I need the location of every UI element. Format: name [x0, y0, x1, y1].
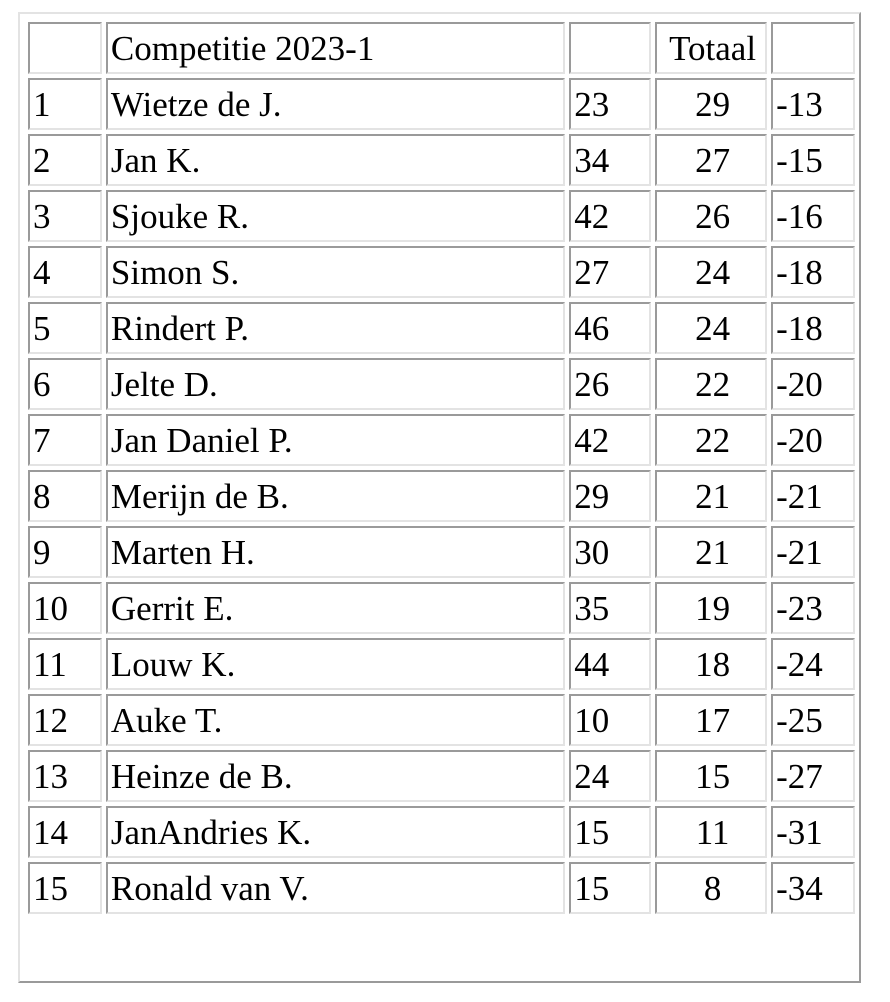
score-cell: 24 [569, 750, 651, 802]
rank-cell: 3 [28, 190, 102, 242]
rank-cell: 15 [28, 862, 102, 914]
player-name-cell: JanAndries K. [106, 806, 565, 858]
table-row [28, 526, 855, 578]
score-cell: 27 [569, 246, 651, 298]
difference-cell: -31 [771, 806, 855, 858]
total-cell: 21 [655, 470, 767, 522]
player-name-cell: Sjouke R. [106, 190, 565, 242]
table-row [28, 694, 855, 746]
total-cell: 11 [655, 806, 767, 858]
difference-cell: -18 [771, 302, 855, 354]
header-total-cell: Totaal [655, 22, 767, 74]
difference-cell: -24 [771, 638, 855, 690]
total-cell: 24 [655, 246, 767, 298]
standings-table [24, 18, 859, 918]
table-row [28, 358, 855, 410]
standings-table-frame [18, 12, 861, 983]
difference-cell: -21 [771, 526, 855, 578]
total-cell: 15 [655, 750, 767, 802]
rank-cell: 14 [28, 806, 102, 858]
table-row [28, 302, 855, 354]
difference-cell: -20 [771, 414, 855, 466]
table-row [28, 470, 855, 522]
difference-cell: -16 [771, 190, 855, 242]
header-row [28, 22, 855, 74]
score-cell: 23 [569, 78, 651, 130]
score-cell: 46 [569, 302, 651, 354]
total-cell: 22 [655, 358, 767, 410]
player-name-cell: Jan Daniel P. [106, 414, 565, 466]
table-row [28, 414, 855, 466]
player-name-cell: Merijn de B. [106, 470, 565, 522]
rank-cell: 12 [28, 694, 102, 746]
rank-cell: 7 [28, 414, 102, 466]
table-header [28, 22, 855, 74]
rank-cell: 11 [28, 638, 102, 690]
table-row [28, 134, 855, 186]
score-cell: 42 [569, 190, 651, 242]
score-cell: 15 [569, 862, 651, 914]
rank-cell: 13 [28, 750, 102, 802]
player-name-cell: Wietze de J. [106, 78, 565, 130]
rank-cell: 4 [28, 246, 102, 298]
score-cell: 30 [569, 526, 651, 578]
header-diff-cell [771, 22, 855, 74]
score-cell: 10 [569, 694, 651, 746]
score-cell: 42 [569, 414, 651, 466]
total-cell: 19 [655, 582, 767, 634]
total-cell: 17 [655, 694, 767, 746]
rank-cell: 2 [28, 134, 102, 186]
rank-cell: 8 [28, 470, 102, 522]
total-cell: 22 [655, 414, 767, 466]
table-row [28, 862, 855, 914]
rank-cell: 9 [28, 526, 102, 578]
difference-cell: -23 [771, 582, 855, 634]
table-row [28, 582, 855, 634]
score-cell: 15 [569, 806, 651, 858]
difference-cell: -25 [771, 694, 855, 746]
table-row [28, 246, 855, 298]
total-cell: 18 [655, 638, 767, 690]
total-cell: 26 [655, 190, 767, 242]
player-name-cell: Gerrit E. [106, 582, 565, 634]
total-cell: 27 [655, 134, 767, 186]
rank-cell: 5 [28, 302, 102, 354]
total-cell: 29 [655, 78, 767, 130]
rank-cell: 10 [28, 582, 102, 634]
rank-cell: 6 [28, 358, 102, 410]
table-row [28, 750, 855, 802]
player-name-cell: Jelte D. [106, 358, 565, 410]
header-title-cell: Competitie 2023-1 [106, 22, 565, 74]
difference-cell: -13 [771, 78, 855, 130]
rank-cell: 1 [28, 78, 102, 130]
total-cell: 24 [655, 302, 767, 354]
difference-cell: -21 [771, 470, 855, 522]
score-cell: 44 [569, 638, 651, 690]
table-body [28, 78, 855, 914]
player-name-cell: Jan K. [106, 134, 565, 186]
score-cell: 26 [569, 358, 651, 410]
score-cell: 34 [569, 134, 651, 186]
table-row [28, 190, 855, 242]
difference-cell: -34 [771, 862, 855, 914]
player-name-cell: Simon S. [106, 246, 565, 298]
table-row [28, 806, 855, 858]
player-name-cell: Rindert P. [106, 302, 565, 354]
player-name-cell: Louw K. [106, 638, 565, 690]
table-row [28, 638, 855, 690]
player-name-cell: Marten H. [106, 526, 565, 578]
player-name-cell: Auke T. [106, 694, 565, 746]
difference-cell: -27 [771, 750, 855, 802]
difference-cell: -15 [771, 134, 855, 186]
total-cell: 8 [655, 862, 767, 914]
total-cell: 21 [655, 526, 767, 578]
player-name-cell: Ronald van V. [106, 862, 565, 914]
score-cell: 29 [569, 470, 651, 522]
header-rank-cell [28, 22, 102, 74]
header-score-cell [569, 22, 651, 74]
table-row [28, 78, 855, 130]
player-name-cell: Heinze de B. [106, 750, 565, 802]
score-cell: 35 [569, 582, 651, 634]
difference-cell: -20 [771, 358, 855, 410]
difference-cell: -18 [771, 246, 855, 298]
